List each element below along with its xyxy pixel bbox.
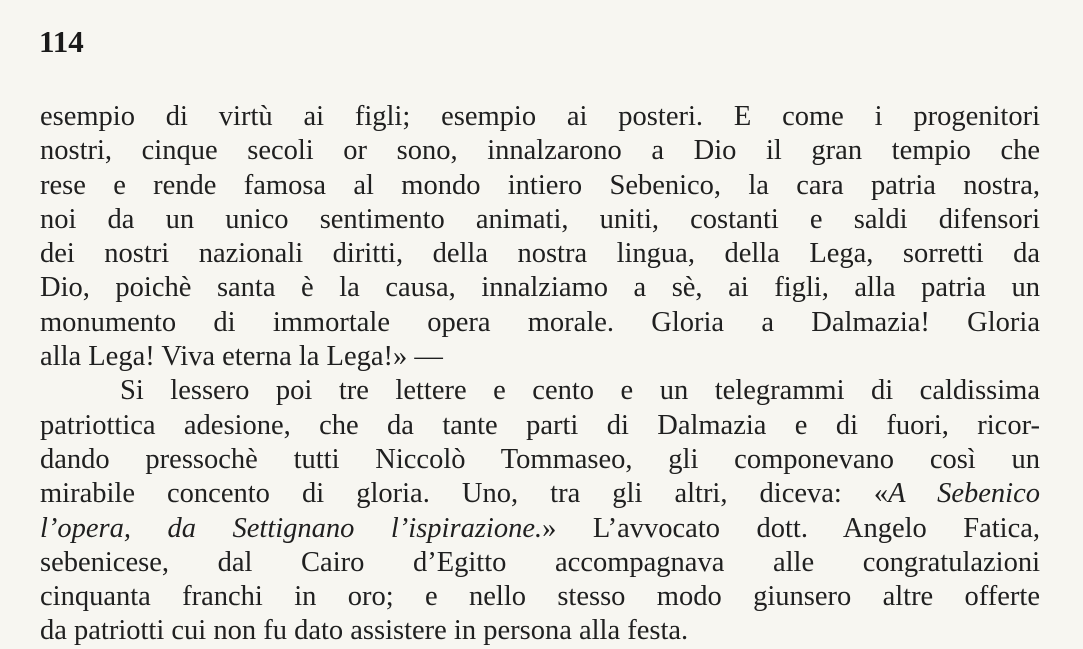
text-line: rese e rende famosa al mondo intiero Sebenico, la cara patria nostra, (40, 169, 1040, 201)
text-line: patriottica adesione, che da tante parti di Dalmazia e di fuori, ricor- (40, 409, 1040, 441)
italic-quote: l’opera, da Settignano l’ispirazione. (40, 512, 543, 544)
italic-quote: A Sebenico (888, 478, 1040, 510)
text-line (40, 512, 1040, 546)
text-line: Dio, poichè santa è la causa, innalziamo a sè, ai figli, alla patria un (40, 272, 1040, 304)
text-line: alla Lega! Viva eterna la Lega!» — (40, 341, 443, 373)
text-line: cinquanta franchi in oro; e nello stesso modo giunsero altre offerte (40, 581, 1040, 613)
text-line: dando pressochè tutti Niccolò Tommaseo, gli componevano così un (40, 443, 1040, 475)
text-line: nostri, cinque secoli or sono, innalzarono a Dio il gran tempio che (40, 135, 1040, 167)
text-line: sebenicese, dal Cairo d’Egitto accompagnava alle congratulazioni (40, 546, 1040, 578)
text-line: monumento di immortale opera morale. Gloria a Dalmazia! Gloria (40, 306, 1040, 338)
text-line: da patriotti cui non fu dato assistere in persona alla festa. (40, 615, 689, 647)
text-line: dei nostri nazionali diritti, della nostra lingua, della Lega, sorretti da (40, 238, 1040, 270)
page-number: 114 (39, 24, 84, 59)
text-segment: » L’avvocato dott. Angelo Fatica, (542, 512, 1041, 544)
text-line: Si lessero poi tre lettere e cento e un telegrammi di caldissima (120, 375, 1040, 407)
text-line: noi da un unico sentimento animati, uniti, costanti e saldi difensori (40, 203, 1040, 235)
body-text (40, 100, 1040, 649)
text-line: esempio di virtù ai figli; esempio ai posteri. E come i progenitori (40, 101, 1040, 132)
text-line (40, 477, 1040, 511)
text-segment: mirabile concento di gloria. Uno, tra gli altri, diceva: « (40, 478, 889, 510)
